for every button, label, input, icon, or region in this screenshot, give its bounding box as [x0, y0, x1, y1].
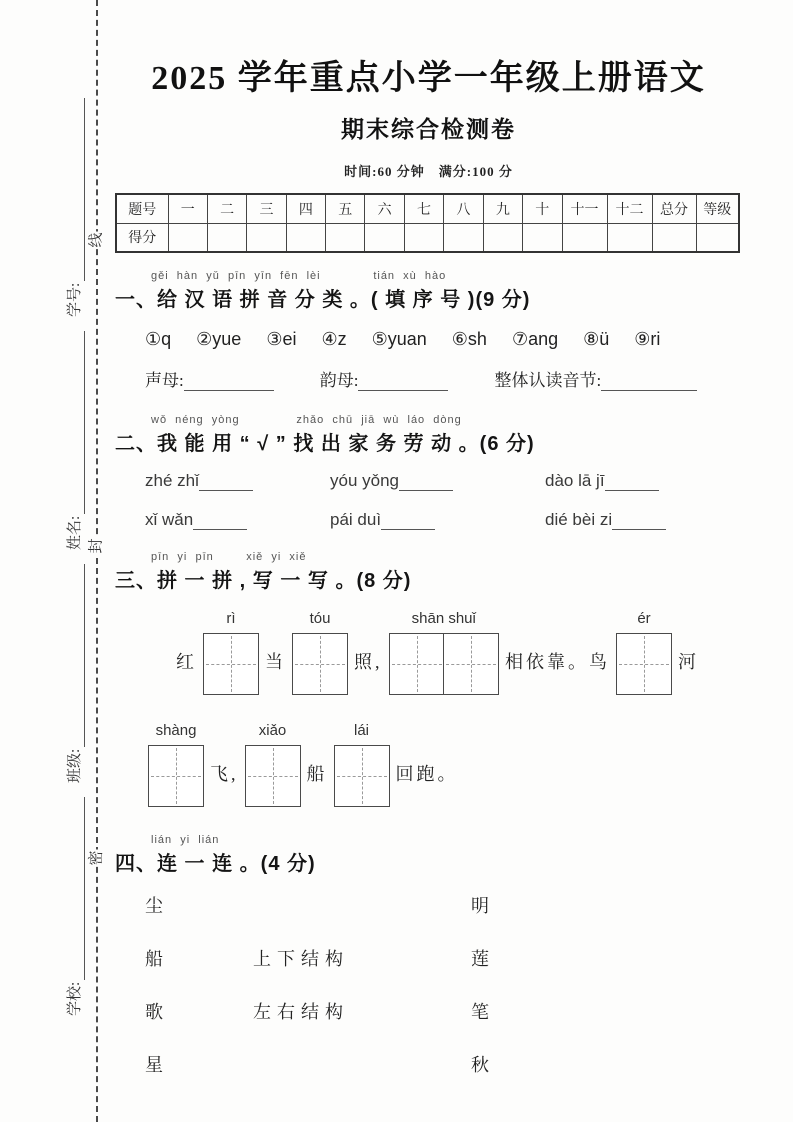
score-col-header: 十二: [607, 194, 652, 223]
box-pinyin: shān shuǐ: [411, 610, 476, 627]
score-col-header: 五: [326, 194, 365, 223]
chore-item: [545, 510, 742, 530]
fill-blank[interactable]: [184, 371, 274, 391]
section-four: [115, 834, 742, 1077]
match-left-item[interactable]: 船: [145, 949, 163, 969]
seal-char-feng: 封: [87, 537, 108, 554]
match-left-item[interactable]: 星: [145, 1055, 163, 1075]
seal-char-mi: 密: [87, 849, 108, 866]
score-col-header: 等级: [696, 194, 739, 223]
chore-item: [145, 510, 330, 530]
section-three-heading: 三、拼 一 拼 , 写 一 写 。(8 分): [115, 570, 412, 592]
writing-box[interactable]: [148, 745, 204, 807]
score-cell[interactable]: [444, 223, 483, 252]
blank-label: 整体认读音节:: [494, 371, 602, 390]
id-field-class: [63, 564, 85, 783]
writing-box[interactable]: [334, 745, 390, 807]
match-structure-label: [253, 892, 471, 918]
writing-box-group: [245, 722, 301, 807]
item-pinyin: dào lā jī: [545, 471, 605, 490]
score-col-header: 九: [483, 194, 522, 223]
score-col-header: 二: [207, 194, 246, 223]
score-table-score-row: [116, 223, 739, 252]
score-col-header: 一: [168, 194, 207, 223]
option-item: ⑤yuan: [371, 329, 427, 349]
fill-blank[interactable]: [358, 371, 448, 391]
match-left-item[interactable]: 歌: [145, 1002, 163, 1022]
writing-box-group: [616, 610, 672, 695]
match-right-item[interactable]: 笔: [471, 1002, 489, 1022]
match-structure-label: [253, 1051, 471, 1077]
seal-char-xian: 线: [87, 231, 108, 248]
fill-blank[interactable]: [601, 371, 697, 391]
section-two-heading: 二、我 能 用 “ √ ” 找 出 家 务 劳 动 。(6 分): [115, 433, 535, 455]
fill-blank[interactable]: [612, 511, 666, 530]
section-one-heading: 一、给 汉 语 拼 音 分 类 。( 填 序 号 )(9 分): [115, 289, 531, 311]
option-item: ⑥sh: [451, 329, 487, 349]
score-cell[interactable]: [404, 223, 443, 252]
match-right-item[interactable]: 秋: [471, 1055, 489, 1075]
item-pinyin: pái duì: [330, 510, 382, 529]
student-id-strip: [60, 84, 88, 1016]
score-col-header: 总分: [652, 194, 696, 223]
id-field-school: [63, 797, 85, 1016]
score-cell[interactable]: [286, 223, 325, 252]
id-field-blank[interactable]: [67, 98, 85, 281]
blank-group-yunmu: [320, 366, 449, 391]
fill-blank[interactable]: [399, 472, 453, 491]
option-item: ⑨ri: [634, 329, 661, 349]
match-row: [145, 892, 742, 918]
score-cell[interactable]: [247, 223, 286, 252]
score-col-header: 八: [444, 194, 483, 223]
score-cell[interactable]: [523, 223, 562, 252]
writing-box-group: [334, 722, 390, 807]
page-title: 2025 学年重点小学一年级上册语文: [151, 60, 706, 97]
fill-blank[interactable]: [193, 511, 247, 530]
fill-blank[interactable]: [199, 472, 253, 491]
id-field-name: [63, 331, 85, 550]
box-pinyin: shàng: [155, 722, 197, 739]
chore-item: [545, 471, 742, 491]
score-cell[interactable]: [607, 223, 652, 252]
writing-line-2: [145, 722, 742, 807]
fill-blank[interactable]: [605, 472, 659, 491]
pinyin-annotation: lián yi lián: [151, 834, 220, 846]
score-table-corner: 题号: [116, 194, 168, 223]
writing-box[interactable]: [616, 633, 672, 695]
chores-grid: [145, 471, 742, 530]
pinyin-annotation: gěi hàn yǔ pīn yīn fēn lèi tián xù hào: [151, 270, 447, 282]
match-left-item[interactable]: 尘: [145, 896, 163, 916]
hanzi-text: 相依靠。鸟: [505, 652, 610, 672]
id-field-label: 学号:: [67, 282, 83, 317]
score-table: [115, 193, 740, 253]
hanzi-text: 照,: [354, 652, 383, 672]
score-cell[interactable]: [483, 223, 522, 252]
classification-blanks-row: [145, 366, 742, 391]
option-item: ⑦ang: [511, 329, 559, 349]
item-pinyin: yóu yǒng: [330, 471, 399, 490]
score-cell[interactable]: [696, 223, 739, 252]
blank-group-zhengtirendu: [494, 366, 697, 391]
hanzi-text: 红: [176, 652, 197, 672]
hanzi-text: 当: [265, 652, 286, 672]
id-field-label: 学校:: [67, 981, 83, 1016]
writing-box-group-double: [389, 610, 500, 695]
item-pinyin: dié bèi zi: [545, 510, 613, 529]
score-cell[interactable]: [365, 223, 404, 252]
match-structure-label[interactable]: 左右结构: [253, 1002, 349, 1022]
id-field-blank[interactable]: [67, 331, 85, 514]
match-structure-label[interactable]: 上下结构: [253, 949, 349, 969]
writing-box-group: [292, 610, 348, 695]
pinyin-annotation: pīn yi pīn xiě yi xiě: [151, 551, 307, 563]
score-table-header-row: [116, 194, 739, 223]
score-cell[interactable]: [562, 223, 607, 252]
option-item: ③ei: [266, 329, 297, 349]
fill-blank[interactable]: [381, 511, 435, 530]
option-item: ②yue: [196, 329, 242, 349]
writing-box[interactable]: [245, 745, 301, 807]
hanzi-text: 河: [678, 652, 699, 672]
box-pinyin: ér: [637, 610, 651, 627]
chore-item: [330, 471, 545, 491]
score-col-header: 三: [247, 194, 286, 223]
score-col-header: 六: [365, 194, 404, 223]
chore-item: [330, 510, 545, 530]
writing-box[interactable]: [292, 633, 348, 695]
section-three: [115, 551, 742, 807]
score-col-header: 十: [523, 194, 562, 223]
writing-box-group: [148, 722, 204, 807]
blank-group-shengmu: [145, 366, 274, 391]
match-row: [145, 1051, 742, 1077]
section-two: [115, 414, 742, 530]
hanzi-text: 飞,: [210, 764, 239, 784]
box-pinyin: tóu: [309, 610, 331, 627]
section-four-heading: 四、连 一 连 。(4 分): [115, 853, 316, 875]
blank-label: 韵母:: [319, 371, 359, 390]
id-field-label: 班级:: [67, 748, 83, 783]
id-field-label: 姓名:: [67, 515, 83, 550]
exam-paper: [115, 0, 742, 1077]
match-right-item[interactable]: 莲: [471, 949, 489, 969]
id-field-blank[interactable]: [67, 564, 85, 747]
blank-label: 声母:: [145, 371, 184, 390]
item-pinyin: xǐ wǎn: [145, 510, 194, 529]
section-one: [115, 270, 742, 391]
match-row: [145, 998, 742, 1024]
id-field-blank[interactable]: [67, 797, 85, 980]
writing-box[interactable]: [203, 633, 259, 695]
page-subtitle: 期末综合检测卷: [341, 117, 516, 142]
chore-item: [145, 471, 330, 491]
option-item: ①q: [145, 329, 172, 349]
score-col-header: 十一: [562, 194, 607, 223]
score-col-header: 七: [404, 194, 443, 223]
writing-line-1: [173, 610, 742, 695]
option-item: ④z: [321, 329, 347, 349]
writing-box[interactable]: [389, 633, 445, 695]
score-cell[interactable]: [207, 223, 246, 252]
match-row: [145, 945, 742, 971]
hanzi-text: 船: [306, 764, 328, 784]
score-cell[interactable]: [652, 223, 696, 252]
score-row-label: 得分: [116, 223, 168, 252]
score-col-header: 四: [286, 194, 325, 223]
score-cell[interactable]: [326, 223, 365, 252]
writing-box[interactable]: [443, 633, 499, 695]
exam-meta: 时间:60 分钟 满分:100 分: [344, 164, 513, 179]
pinyin-annotation: wǒ néng yòng zhǎo chū jiā wù láo dòng: [151, 414, 462, 426]
hanzi-text: 回跑。: [395, 764, 459, 784]
box-pinyin: rì: [226, 610, 236, 627]
match-right-item[interactable]: 明: [471, 896, 489, 916]
seal-dashed-line: [96, 0, 98, 1122]
score-cell[interactable]: [168, 223, 207, 252]
id-field-number: [63, 98, 85, 317]
writing-box-group: [203, 610, 259, 695]
item-pinyin: zhé zhǐ: [145, 471, 199, 490]
box-pinyin: lái: [353, 722, 369, 739]
box-pinyin: xiǎo: [258, 722, 287, 739]
pinyin-options-row: [145, 329, 742, 350]
option-item: ⑧ü: [583, 329, 610, 349]
